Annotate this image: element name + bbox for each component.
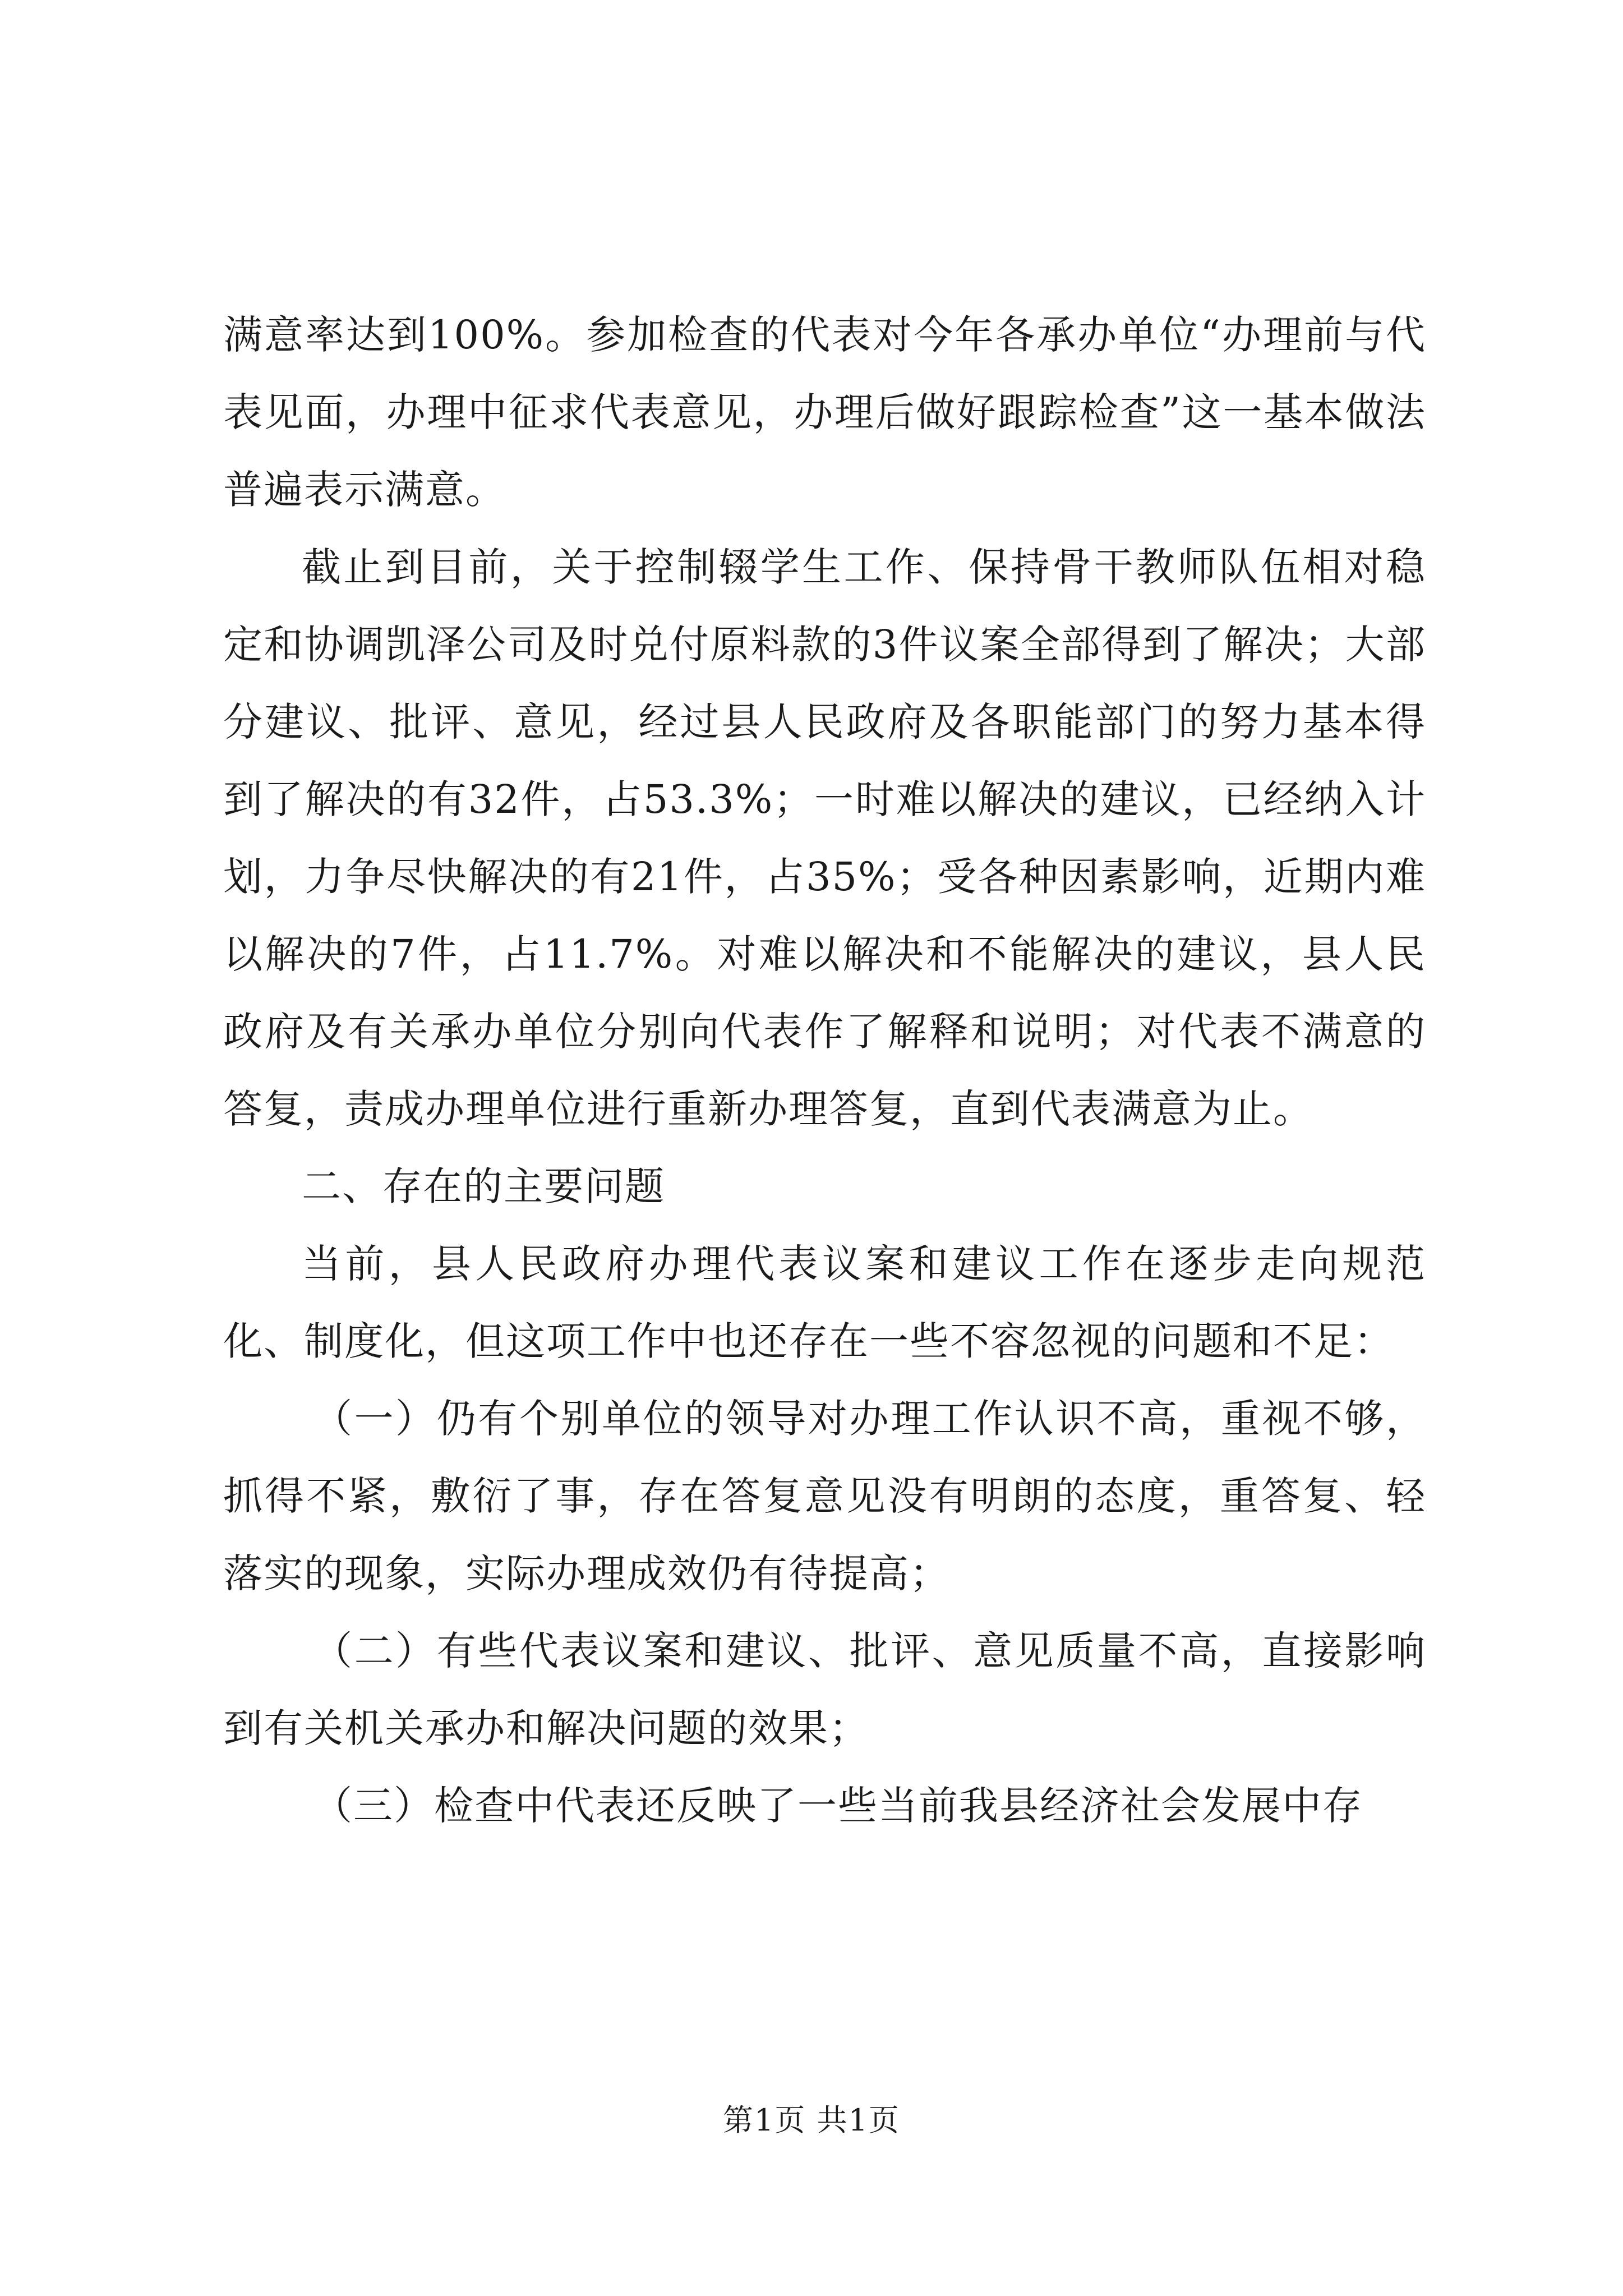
document-body [223,296,1426,1844]
section-heading-main-problems: 二、存在的主要问题 [302,1163,665,1209]
paragraph-problems-intro: 当前，县人民政府办理代表议案和建议工作在逐步走向规范化、制度化，但这项工作中也还存在一些不容忽视的问题和不足： [223,1241,1426,1364]
paragraph-progress-summary: 截止到目前，关于控制辍学生工作、保持骨干教师队伍相对稳定和协调凯泽公司及时兑付原料款的3件议案全部得到了解决；大部分建议、批评、意见，经过县人民政府及各职能部门的努力基本得到了解决的有32件，占53.3%；一时难以解决的建议，已经纳入计划，力争尽快解决的有21件，占35%；受各种因素影响，近期内难以解决的7件，占11.7%。对难以解决和不能解决的建议，县人民政府及有关承办单位分别向代表作了解释和说明；对代表不满意的答复，责成办理单位进行重新办理答复，直到代表满意为止。 [223,544,1426,1132]
paragraph-problem-3: （三）检查中代表还反映了一些当前我县经济社会发展中存 [313,1783,1363,1829]
paragraph-problem-2: （二）有些代表议案和建议、批评、意见质量不高，直接影响到有关机关承办和解决问题的效果； [223,1628,1426,1751]
page-footer [0,2101,1623,2140]
paragraph-problem-1: （一）仍有个别单位的领导对办理工作认识不高，重视不够，抓得不紧，敷衍了事，存在答复意见没有明朗的态度，重答复、轻落实的现象，实际办理成效仍有待提高； [223,1396,1426,1596]
page-number-label: 第1页 共1页 [723,2102,900,2138]
paragraph-satisfaction-rate: 满意率达到100%。参加检查的代表对今年各承办单位“办理前与代表见面，办理中征求代表意见，办理后做好跟踪检查”这一基本做法普遍表示满意。 [223,312,1426,513]
